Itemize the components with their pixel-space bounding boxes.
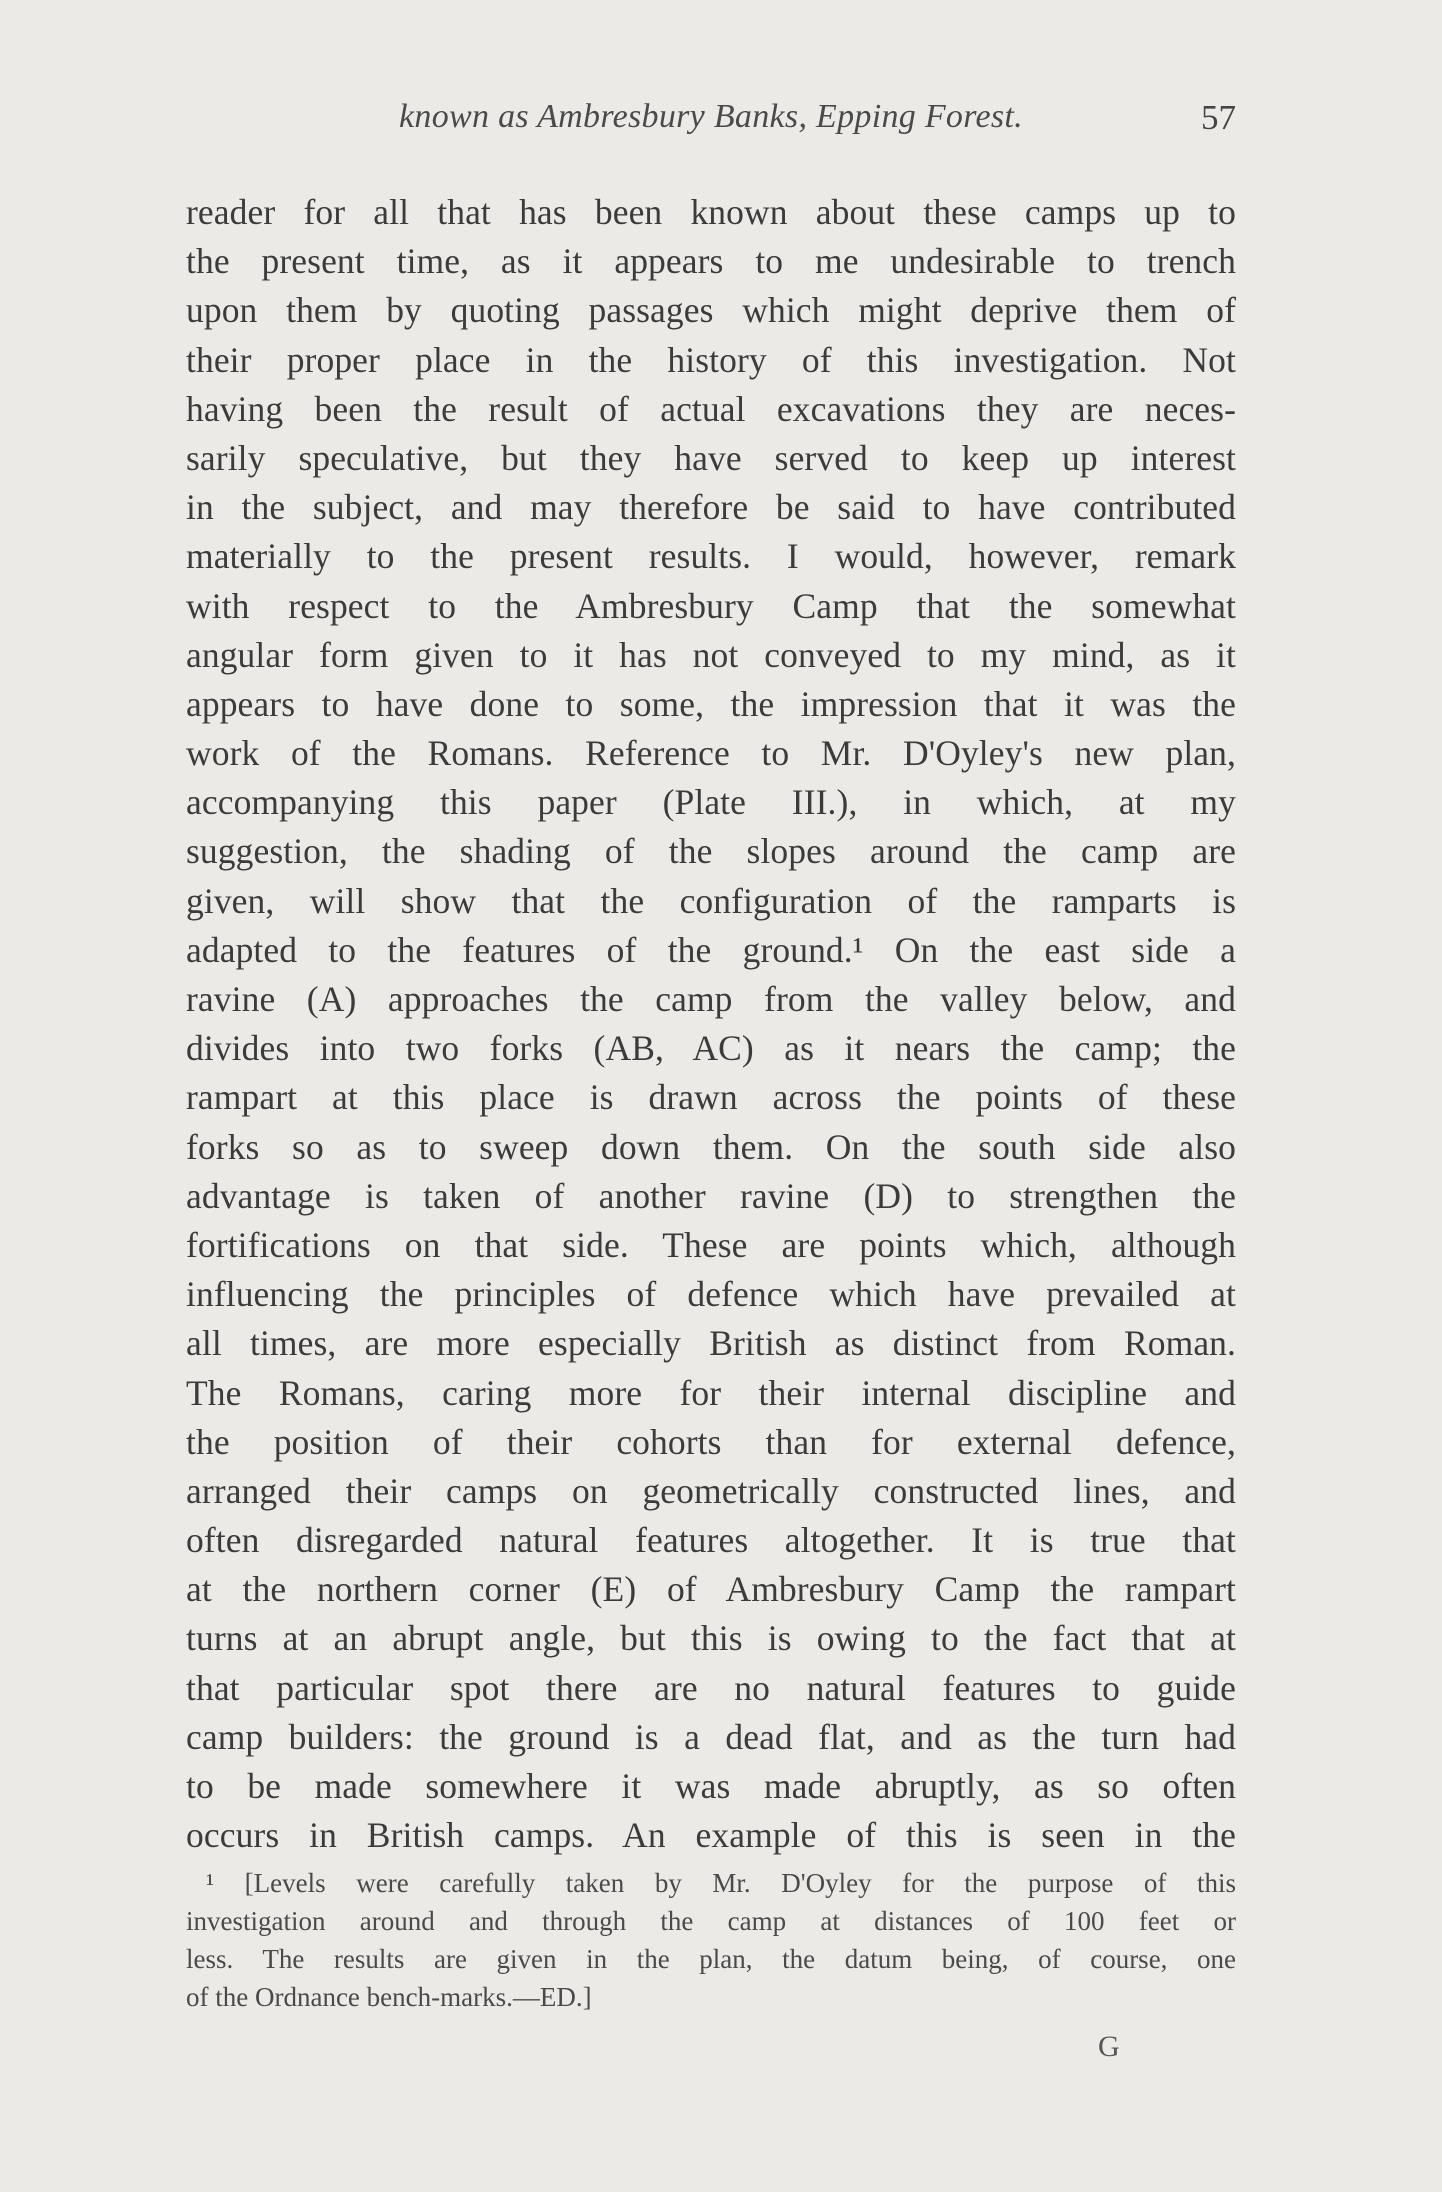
printer-signature-mark: G — [1098, 2030, 1120, 2063]
text-line: reader for all that has been known about these camps up to — [186, 192, 1236, 232]
footnote-line: ¹ [Levels were carefully taken by Mr. D'Oyley for the purpose of this — [206, 1868, 1236, 1898]
text-line: appears to have done to some, the impression that it was the — [186, 683, 1236, 724]
text-line: often disregarded natural features altogether. It is true that — [186, 1520, 1236, 1561]
text-line: work of the Romans. Reference to Mr. D'Oyley's new plan, — [186, 733, 1236, 774]
text-line: advantage is taken of another ravine (D) to strengthen the — [186, 1175, 1236, 1216]
text-line: to be made somewhere it was made abruptly, as so often — [186, 1766, 1236, 1806]
page-header — [186, 98, 1236, 148]
main-text — [186, 188, 1236, 1860]
text-line: divides into two forks (AB, AC) as it nears the camp; the — [186, 1028, 1236, 1069]
text-line: given, will show that the configuration of the ramparts is — [186, 880, 1236, 921]
text-line: in the subject, and may therefore be said to have contributed — [186, 487, 1236, 528]
text-line: forks so as to sweep down them. On the south side also — [186, 1126, 1236, 1167]
text-line: camp builders: the ground is a dead flat, and as the turn had — [186, 1716, 1236, 1757]
text-line: arranged their camps on geometrically constructed lines, and — [186, 1470, 1236, 1511]
text-line: fortifications on that side. These are points which, although — [186, 1224, 1236, 1265]
footnote-line: of the Ordnance bench-marks.—ED.] — [186, 1982, 592, 2012]
running-title: known as Ambresbury Banks, Epping Forest. — [399, 98, 1023, 135]
text-line: angular form given to it has not conveyed to my mind, as it — [186, 634, 1236, 675]
text-line: at the northern corner (E) of Ambresbury Camp the rampart — [186, 1569, 1236, 1610]
text-line: having been the result of actual excavations they are neces- — [186, 388, 1236, 429]
text-line: ravine (A) approaches the camp from the valley below, and — [186, 979, 1236, 1019]
text-line: accompanying this paper (Plate III.), in which, at my — [186, 782, 1236, 823]
text-line: suggestion, the shading of the slopes around the camp are — [186, 831, 1236, 872]
text-line: that particular spot there are no natural features to guide — [186, 1667, 1236, 1708]
page-number: 57 — [1201, 98, 1236, 137]
text-line: The Romans, caring more for their internal discipline and — [186, 1372, 1236, 1413]
text-line: the position of their cohorts than for external defence, — [186, 1421, 1236, 1462]
text-line: the present time, as it appears to me undesirable to trench — [186, 241, 1236, 282]
text-line: upon them by quoting passages which might deprive them of — [186, 290, 1236, 331]
footnote-line: investigation around and through the camp at distances of 100 feet or — [186, 1906, 1236, 1936]
text-line: occurs in British camps. An example of this is seen in the — [186, 1815, 1236, 1856]
text-line: sarily speculative, but they have served to keep up interest — [186, 437, 1236, 478]
footnote — [186, 1864, 1236, 2016]
text-line: all times, are more especially British as distinct from Roman. — [186, 1323, 1236, 1364]
footnote-line: less. The results are given in the plan, the datum being, of course, one — [186, 1944, 1236, 1974]
text-line: adapted to the features of the ground.¹ On the east side a — [186, 929, 1236, 970]
text-line: with respect to the Ambresbury Camp that the somewhat — [186, 585, 1236, 626]
text-line: turns at an abrupt angle, but this is owing to the fact that at — [186, 1618, 1236, 1659]
text-line: materially to the present results. I would, however, remark — [186, 536, 1236, 577]
text-line: rampart at this place is drawn across the points of these — [186, 1077, 1236, 1118]
text-line: their proper place in the history of this investigation. Not — [186, 339, 1236, 380]
text-line: influencing the principles of defence which have prevailed at — [186, 1274, 1236, 1315]
